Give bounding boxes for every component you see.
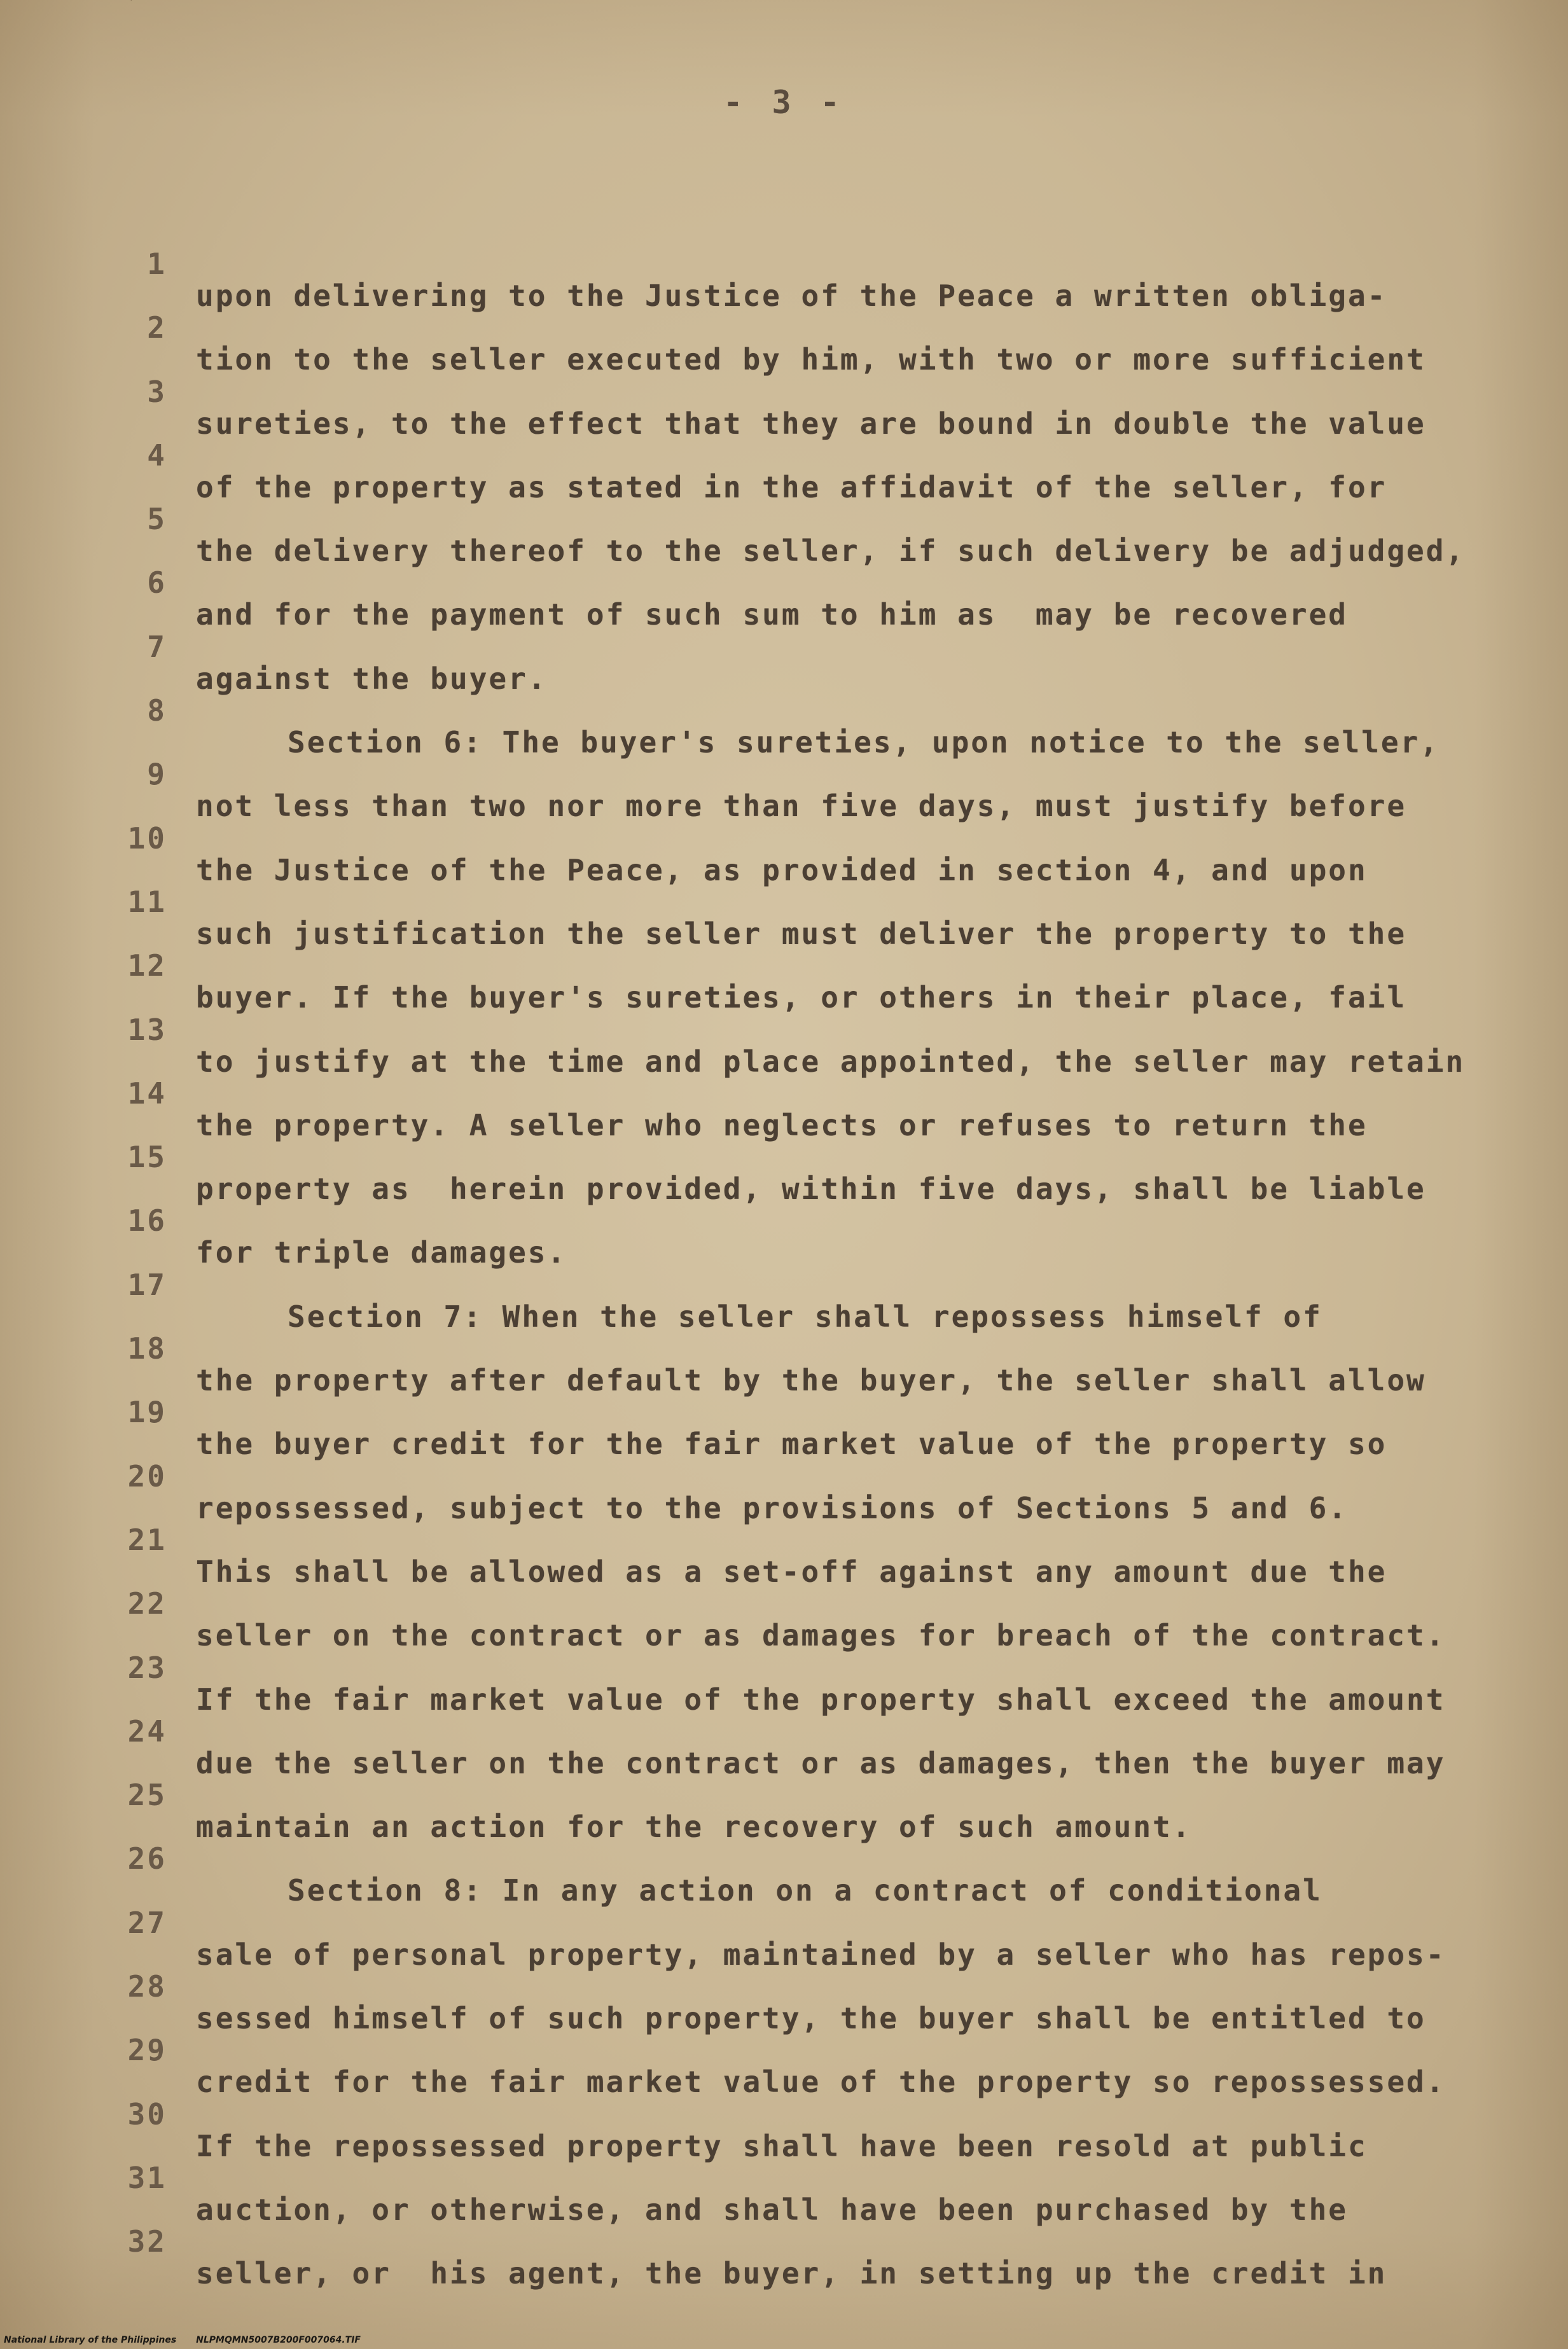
text-line: [0, 1684, 1568, 1780]
line-text: maintain an action for the recovery of such amount.: [196, 1810, 1192, 1845]
line-text: tion to the seller executed by him, with two or more sufficient: [196, 342, 1426, 377]
line-text: auction, or otherwise, and shall have been purchased by the: [196, 2192, 1348, 2227]
line-number: 13: [127, 1012, 167, 1047]
text-line: [0, 1173, 1568, 1270]
text-line: [0, 918, 1568, 1015]
line-number: 23: [127, 1650, 167, 1685]
line-text: property as herein provided, within five days, shall be liable: [196, 1172, 1426, 1207]
line-number: 32: [127, 2224, 167, 2259]
text-line: [0, 1301, 1568, 1398]
line-text: to justify at the time and place appointed, the seller may retain: [196, 1044, 1466, 1079]
line-number: 15: [127, 1140, 167, 1175]
line-text: sureties, to the effect that they are bound in double the value: [196, 406, 1426, 441]
line-text: repossessed, subject to the provisions of Sections 5 and 6.: [196, 1490, 1348, 1525]
line-text: If the fair market value of the property shall exceed the amount: [196, 1682, 1446, 1717]
line-text: due the seller on the contract or as damages, then the buyer may: [196, 1745, 1446, 1780]
section-heading-line: Section 6: The buyer's sureties, upon notice to the seller,: [288, 725, 1440, 760]
line-number: 5: [147, 502, 167, 537]
line-number: 12: [127, 948, 167, 983]
line-text: buyer. If the buyer's sureties, or others in their place, fail: [196, 980, 1407, 1015]
line-text: not less than two nor more than five days, must justify before: [196, 789, 1407, 824]
line-text: the Justice of the Peace, as provided in section 4, and upon: [196, 852, 1368, 887]
line-number: 18: [127, 1331, 167, 1366]
line-number: 10: [127, 821, 167, 856]
line-text: This shall be allowed as a set-off against any amount due the: [196, 1554, 1387, 1589]
text-line: [0, 1556, 1568, 1653]
line-number: 22: [127, 1586, 167, 1621]
line-number: 8: [147, 693, 167, 728]
text-line: [0, 1492, 1568, 1589]
text-line: [0, 2002, 1568, 2100]
line-number: 26: [127, 1841, 167, 1876]
line-number: 11: [127, 884, 167, 919]
line-number: 20: [127, 1459, 167, 1493]
line-text: the delivery thereof to the seller, if such delivery be adjudged,: [196, 534, 1466, 569]
typed-text-body: [0, 216, 1568, 2291]
line-number: 25: [127, 1778, 167, 1813]
line-number: 24: [127, 1714, 167, 1749]
line-text: of the property as stated in the affidavit of the seller, for: [196, 469, 1387, 504]
line-number: 17: [127, 1267, 167, 1302]
line-number: 29: [127, 2033, 167, 2068]
line-text: seller, or his agent, the buyer, in setting up the credit in: [196, 2256, 1387, 2291]
page-number: - 3 -: [723, 84, 845, 121]
line-number: 19: [127, 1395, 167, 1430]
line-number: 28: [127, 1969, 167, 2004]
line-text: the buyer credit for the fair market value of the property so: [196, 1427, 1387, 1462]
text-line: [0, 1939, 1568, 2036]
line-number: 27: [127, 1905, 167, 1940]
line-number: 31: [127, 2160, 167, 2195]
line-number: 2: [147, 310, 167, 345]
line-text: credit for the fair market value of the property so repossessed.: [196, 2065, 1446, 2100]
text-line: [0, 1109, 1568, 1207]
line-number: 14: [127, 1076, 167, 1111]
text-line: [0, 216, 1568, 313]
paper-crease-mark: [130, 0, 142, 1]
text-line: [0, 2194, 1568, 2291]
text-line: [0, 408, 1568, 504]
text-line: [0, 663, 1568, 760]
line-text: such justification the seller must deliver the property to the: [196, 916, 1407, 951]
text-line: [0, 599, 1568, 696]
text-line: [0, 535, 1568, 632]
line-text: upon delivering to the Justice of the Peace a written obliga-: [196, 279, 1387, 313]
text-line: [0, 2130, 1568, 2227]
text-line: [0, 854, 1568, 951]
line-number: 1: [147, 247, 167, 281]
text-line: [0, 791, 1568, 887]
line-text: seller on the contract or as damages for breach of the contract.: [196, 1618, 1446, 1653]
text-line: [0, 1811, 1568, 1908]
text-line: [0, 471, 1568, 569]
library-name: National Library of the Philippines: [4, 2335, 177, 2345]
line-text: and for the payment of such sum to him as may be recovered: [196, 597, 1348, 632]
text-line: [0, 344, 1568, 441]
text-line: [0, 1364, 1568, 1462]
text-line: [0, 1237, 1568, 1334]
line-text: for triple damages.: [196, 1235, 567, 1270]
line-text: sale of personal property, maintained by a seller who has repos-: [196, 1937, 1446, 1972]
line-number: 3: [147, 374, 167, 409]
text-line: [0, 1620, 1568, 1717]
text-line: [0, 1046, 1568, 1142]
line-number: 30: [127, 2096, 167, 2131]
line-text: the property. A seller who neglects or refuses to return the: [196, 1107, 1368, 1142]
line-number: 21: [127, 1522, 167, 1557]
text-line: [0, 1747, 1568, 1845]
text-line: [0, 726, 1568, 824]
text-line: [0, 1429, 1568, 1525]
line-text: sessed himself of such property, the buyer shall be entitled to: [196, 2001, 1426, 2036]
line-text: If the repossessed property shall have been resold at public: [196, 2128, 1368, 2163]
line-number: 16: [127, 1203, 167, 1238]
line-number: 9: [147, 757, 167, 792]
scan-credit-footer: [4, 2335, 361, 2345]
line-text: against the buyer.: [196, 661, 548, 696]
text-line: [0, 280, 1568, 377]
section-heading-line: Section 7: When the seller shall repossess himself of: [288, 1299, 1322, 1334]
line-text: the property after default by the buyer, the seller shall allow: [196, 1363, 1426, 1398]
line-number: 7: [147, 629, 167, 664]
text-line: [0, 1875, 1568, 1972]
line-number: 4: [147, 438, 167, 473]
text-line: [0, 982, 1568, 1079]
section-heading-line: Section 8: In any action on a contract of conditional: [288, 1873, 1322, 1908]
file-id: NLPMQMN5007B200F007064.TIF: [196, 2335, 361, 2345]
text-line: [0, 2067, 1568, 2163]
line-number: 6: [147, 565, 167, 600]
